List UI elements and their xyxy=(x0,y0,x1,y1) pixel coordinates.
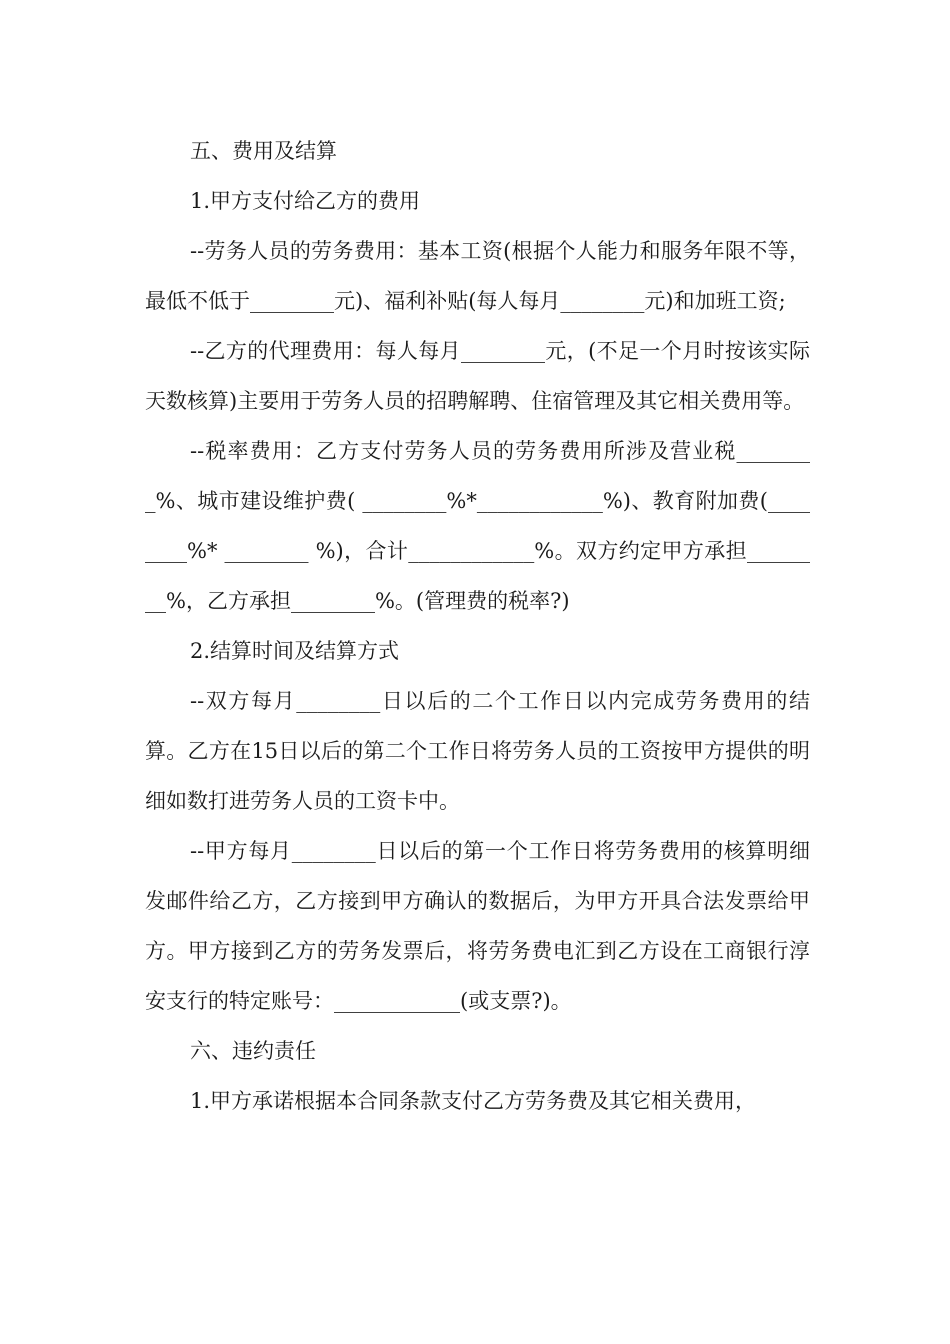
paragraph-labor-fees: --劳务人员的劳务费用：基本工资(根据个人能力和服务年限不等，最低不低于________元)、福利补贴(每人每月________元)和加班工资; xyxy=(145,239,810,313)
paragraph-settlement-method: --甲方每月________日以后的第一个工作日将劳务费用的核算明细发邮件给乙方，乙方接到甲方确认的数据后，为甲方开具合法发票给甲方。甲方接到乙方的劳务发票后，将劳务费电汇到乙方设在工商银行淳安支行的特定账号：____________(或支票?)。 xyxy=(145,839,810,1013)
document-body xyxy=(145,126,810,1126)
section-heading-liability: 六、违约责任 xyxy=(190,1039,316,1063)
paragraph-tax-fees: --税率费用：乙方支付劳务人员的劳务费用所涉及营业税________%、城市建设维护费( ________%*____________%)、教育附加费(________%* ________ %)，合计____________%。双方约定甲方承担________%，乙方承担________%。(管理费的税率?) xyxy=(145,439,810,613)
paragraph-agency-fees: --乙方的代理费用：每人每月________元，(不足一个月时按该实际天数核算)主要用于劳务人员的招聘解聘、住宿管理及其它相关费用等。 xyxy=(145,339,810,413)
paragraph-settlement-time: --双方每月________日以后的二个工作日以内完成劳务费用的结算。乙方在15日以后的第二个工作日将劳务人员的工资按甲方提供的明细如数打进劳务人员的工资卡中。 xyxy=(145,689,810,813)
subsection-heading-settlement: 2.结算时间及结算方式 xyxy=(190,639,400,663)
paragraph-liability-1: 1.甲方承诺根据本合同条款支付乙方劳务费及其它相关费用， xyxy=(190,1089,757,1113)
subsection-heading-payment: 1.甲方支付给乙方的费用 xyxy=(190,189,421,213)
section-heading-fees: 五、费用及结算 xyxy=(190,139,337,163)
